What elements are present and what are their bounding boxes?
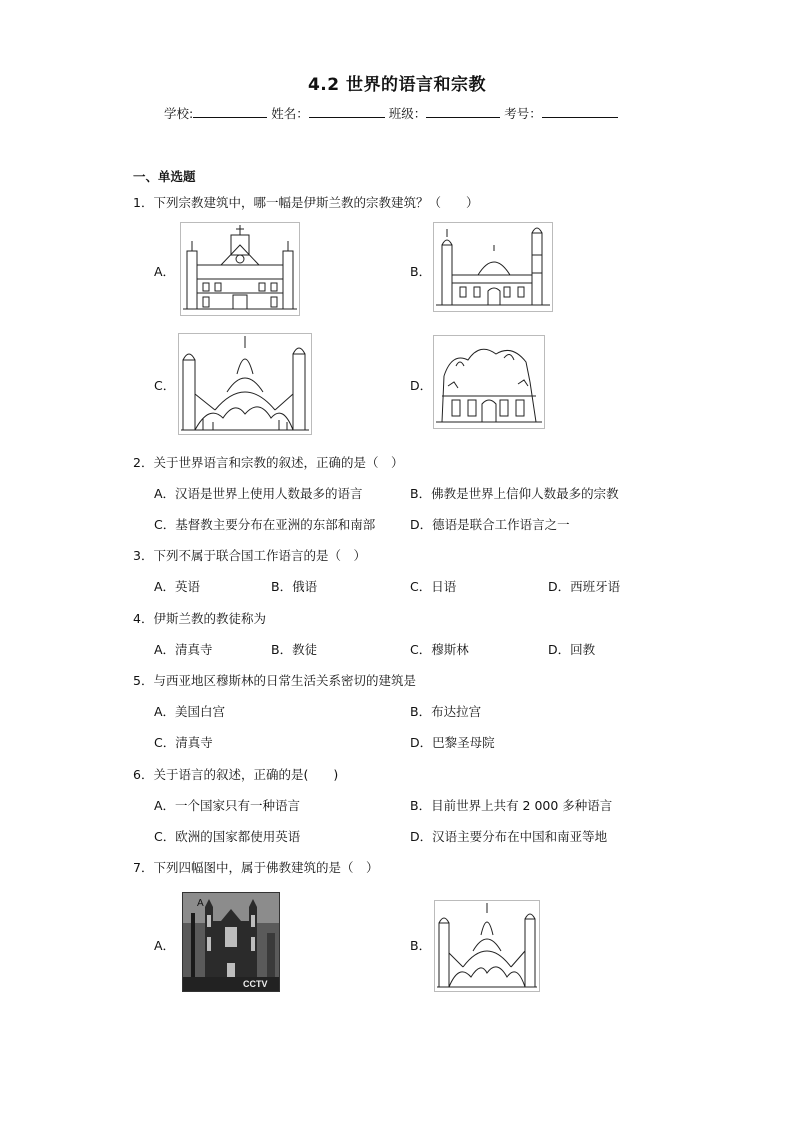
- number-blank[interactable]: [542, 105, 618, 118]
- gothic-abbey-photo-icon: [182, 892, 280, 992]
- q2-option-a[interactable]: A．汉语是世界上使用人数最多的语言: [154, 486, 363, 501]
- q3-option-d[interactable]: D．西班牙语: [548, 579, 621, 594]
- q7-option-b-label[interactable]: B．: [410, 938, 432, 953]
- q4-option-d[interactable]: D．回教: [548, 642, 596, 657]
- q4-option-b[interactable]: B．教徒: [271, 642, 318, 657]
- q5-option-d[interactable]: D．巴黎圣母院: [410, 735, 495, 750]
- photo-watermark: CCTV: [243, 979, 268, 989]
- q3-option-a[interactable]: A．英语: [154, 579, 201, 594]
- q1-option-d-label[interactable]: D．: [410, 378, 433, 393]
- question-4-stem: 4．伊斯兰教的教徒称为: [133, 611, 266, 626]
- question-3-stem: 3．下列不属于联合国工作语言的是（ ）: [133, 548, 366, 563]
- question-6-stem: 6．关于语言的叙述，正确的是( ): [133, 767, 339, 782]
- name-label: 姓名：: [271, 106, 309, 121]
- q4-option-a[interactable]: A．清真寺: [154, 642, 213, 657]
- q1-option-a-label[interactable]: A．: [154, 264, 176, 279]
- church-icon: [180, 222, 300, 316]
- q7-option-a-label[interactable]: A．: [154, 938, 176, 953]
- q2-option-b[interactable]: B．佛教是世界上信仰人数最多的宗教: [410, 486, 619, 501]
- question-1-stem: 1．下列宗教建筑中，哪一幅是伊斯兰教的宗教建筑？（ ）: [133, 195, 479, 210]
- photo-corner-label: A: [197, 898, 204, 909]
- question-7-stem: 7．下列四幅图中，属于佛教建筑的是（ ）: [133, 860, 379, 875]
- section-heading: 一、单选题: [133, 169, 196, 184]
- number-label: 考号：: [504, 106, 542, 121]
- question-2-stem: 2．关于世界语言和宗教的叙述，正确的是（ ）: [133, 455, 404, 470]
- class-label: 班级：: [388, 106, 427, 121]
- pagoda-icon: [434, 900, 540, 992]
- q3-option-b[interactable]: B．俄语: [271, 579, 318, 594]
- class-blank[interactable]: [426, 105, 500, 118]
- q6-option-b[interactable]: B．目前世界上共有 2 000 多种语言: [410, 798, 613, 813]
- q5-option-b[interactable]: B．布达拉宫: [410, 704, 482, 719]
- name-blank[interactable]: [309, 105, 385, 118]
- q4-option-c[interactable]: C．穆斯林: [410, 642, 469, 657]
- page-title: 4.2 世界的语言和宗教: [307, 75, 487, 95]
- q6-option-c[interactable]: C．欧洲的国家都使用英语: [154, 829, 301, 844]
- q6-option-a[interactable]: A．一个国家只有一种语言: [154, 798, 301, 813]
- q2-option-d[interactable]: D．德语是联合工作语言之一: [410, 517, 570, 532]
- q5-option-a[interactable]: A．美国白宫: [154, 704, 226, 719]
- q2-option-c[interactable]: C．基督教主要分布在亚洲的东部和南部: [154, 517, 376, 532]
- pagoda-icon: [178, 333, 312, 435]
- school-label: 学校:: [164, 106, 194, 121]
- q3-option-c[interactable]: C．日语: [410, 579, 457, 594]
- q6-option-d[interactable]: D．汉语主要分布在中国和南亚等地: [410, 829, 608, 844]
- ruined-building-icon: [433, 335, 545, 429]
- q1-option-b-label[interactable]: B．: [410, 264, 432, 279]
- question-5-stem: 5．与西亚地区穆斯林的日常生活关系密切的建筑是: [133, 673, 416, 688]
- school-blank[interactable]: [193, 105, 267, 118]
- mosque-icon: [433, 222, 553, 312]
- student-info-line: [164, 104, 618, 122]
- q1-option-c-label[interactable]: C．: [154, 378, 176, 393]
- q5-option-c[interactable]: C．清真寺: [154, 735, 213, 750]
